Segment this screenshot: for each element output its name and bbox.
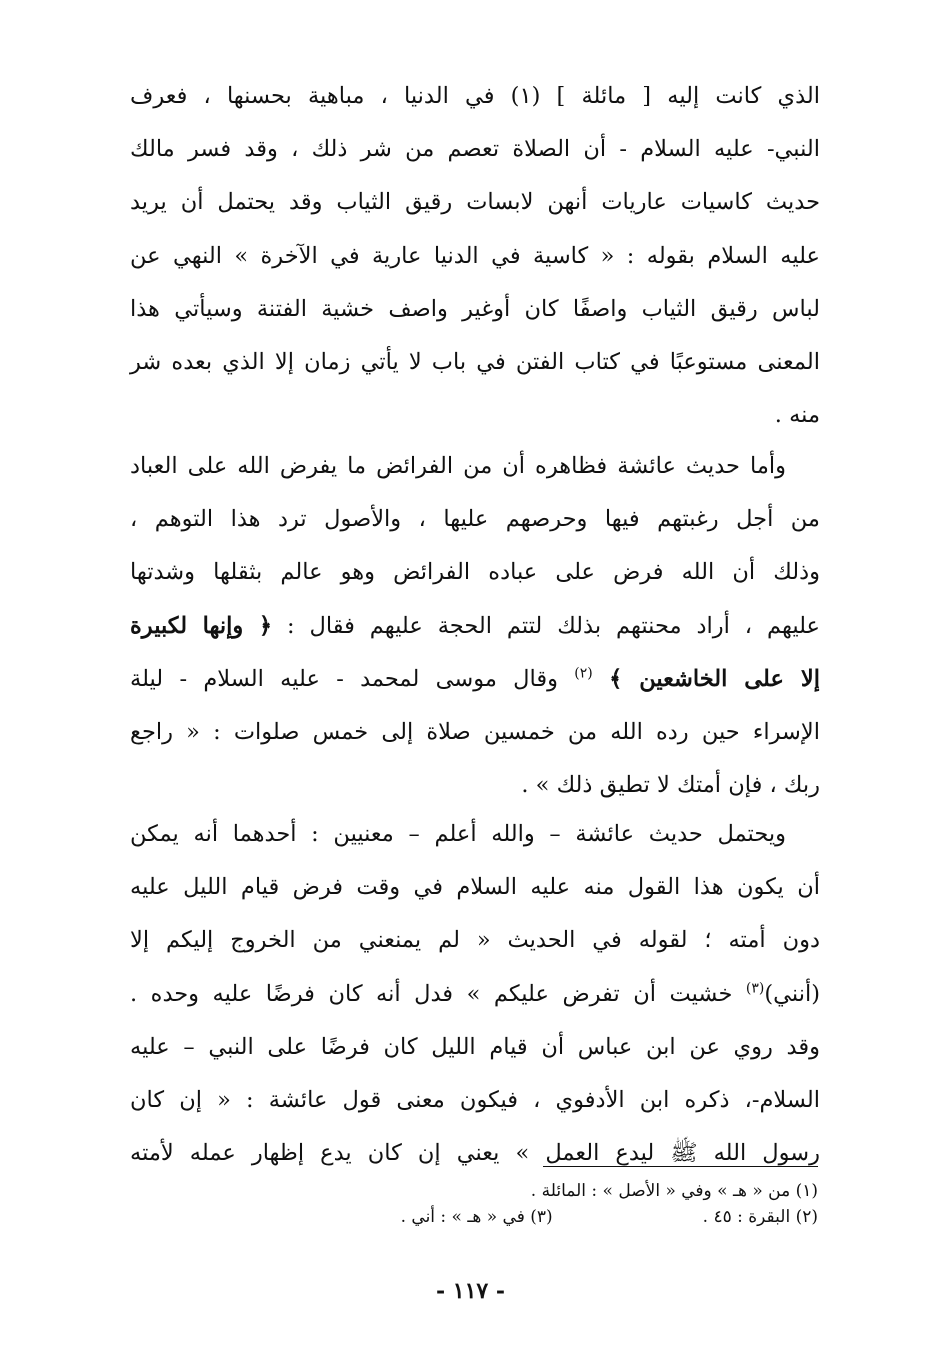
text-line: الإسراء حين رده الله من خمسين صلاة إلى خمس صلوات : « راجع [130, 718, 820, 745]
text-line: وذلك أن الله فرض على عباده الفرائض وهو عالم بثقلها وشدتها [130, 559, 820, 586]
footnote-marker: (٢) [574, 665, 593, 682]
page-number: - ١١٧ - [435, 1278, 506, 1304]
quran-verse: إلا على الخاشعين ﴾ [609, 665, 820, 692]
text-line: دون أمته ؛ لقوله في الحديث « لم يمنعني من الخروج إليكم إلا [130, 927, 820, 954]
footnote-separator [543, 1166, 818, 1167]
text-line: النبي- عليه السلام - أن الصلاة تعصم من شر ذلك ، وقد فسر مالك [130, 136, 820, 163]
text-line: لباس رقيق الثياب واصفًا كان أوغير واصف خشية الفتنة وسيأتي هذا [130, 295, 820, 322]
paragraph-1 [130, 70, 820, 442]
footnotes [401, 1178, 818, 1230]
text-line: المعنى مستوعبًا في كتاب الفتن في باب لا يأتي زمان إلا الذي بعده شر [130, 348, 820, 375]
text-line: الذي كانت إليه [ مائلة ] (١) في الدنيا ، مباهية بحسنها ، فعرف [130, 83, 821, 109]
quran-verse: ﴿ وإنها لكبيرة [130, 612, 273, 639]
text-run: خشيت أن تفرض عليكم » فدل أنه كان فرضًا عليه وحده . [130, 980, 746, 1007]
footnote-row [401, 1204, 818, 1230]
text-line: أن يكون هذا القول منه عليه السلام في وقت فرض قيام الليل عليه [130, 874, 820, 901]
paragraph-2 [130, 440, 820, 812]
text-line: ويحتمل حديث عائشة – والله أعلم – معنيين : أحدهما أنه يمكن [130, 821, 786, 847]
footnote-marker: (٣) [745, 980, 765, 997]
footnote-2: (٢) البقرة : ٤٥ . [702, 1207, 818, 1227]
text-line: عليه السلام بقوله : « كاسية في الدنيا عارية في الآخرة » النهي عن [130, 242, 820, 269]
text-run: (أنني) [764, 980, 820, 1007]
text-line: وأما حديث عائشة فظاهره أن من الفرائض ما يفرض الله على العباد [130, 453, 786, 479]
footnote-3: (٣) في « هـ » : أني . [400, 1207, 553, 1227]
text-line [130, 968, 820, 1021]
text-run: وقال موسى لمحمد - عليه السلام - ليلة [130, 665, 575, 692]
text-line: رسول الله ﷺ ليدع العمل » يعني إن كان يدع إظهار عمله لأمته [130, 1140, 820, 1167]
text-line: السلام-، ذكره ابن الأدفوي ، فيكون معنى قول عائشة : « إن كان [130, 1086, 820, 1113]
text-line: وقد روي عن ابن عباس أن قيام الليل كان فرضًا على النبي – عليه [130, 1033, 820, 1060]
text-line [130, 600, 820, 653]
text-line [130, 653, 820, 706]
text-line: ربك ، فإن أمتك لا تطيق ذلك » . [521, 772, 820, 799]
footnote-1: (١) من « هـ » وفي « الأصل » : المائلة . [530, 1181, 818, 1201]
text-line: منه . [774, 402, 820, 429]
paragraph-3 [130, 808, 820, 1180]
text-line: من أجل رغبتهم فيها وحرصهم عليها ، والأصول ترد هذا التوهم ، [130, 506, 820, 533]
text-line: حديث كاسيات عاريات أنهن لابسات رقيق الثياب وقد يحتمل أن يريد [130, 189, 820, 216]
text-run: عليهم ، أراد محنتهم بذلك لتتم الحجة عليهم فقال : [272, 612, 820, 639]
